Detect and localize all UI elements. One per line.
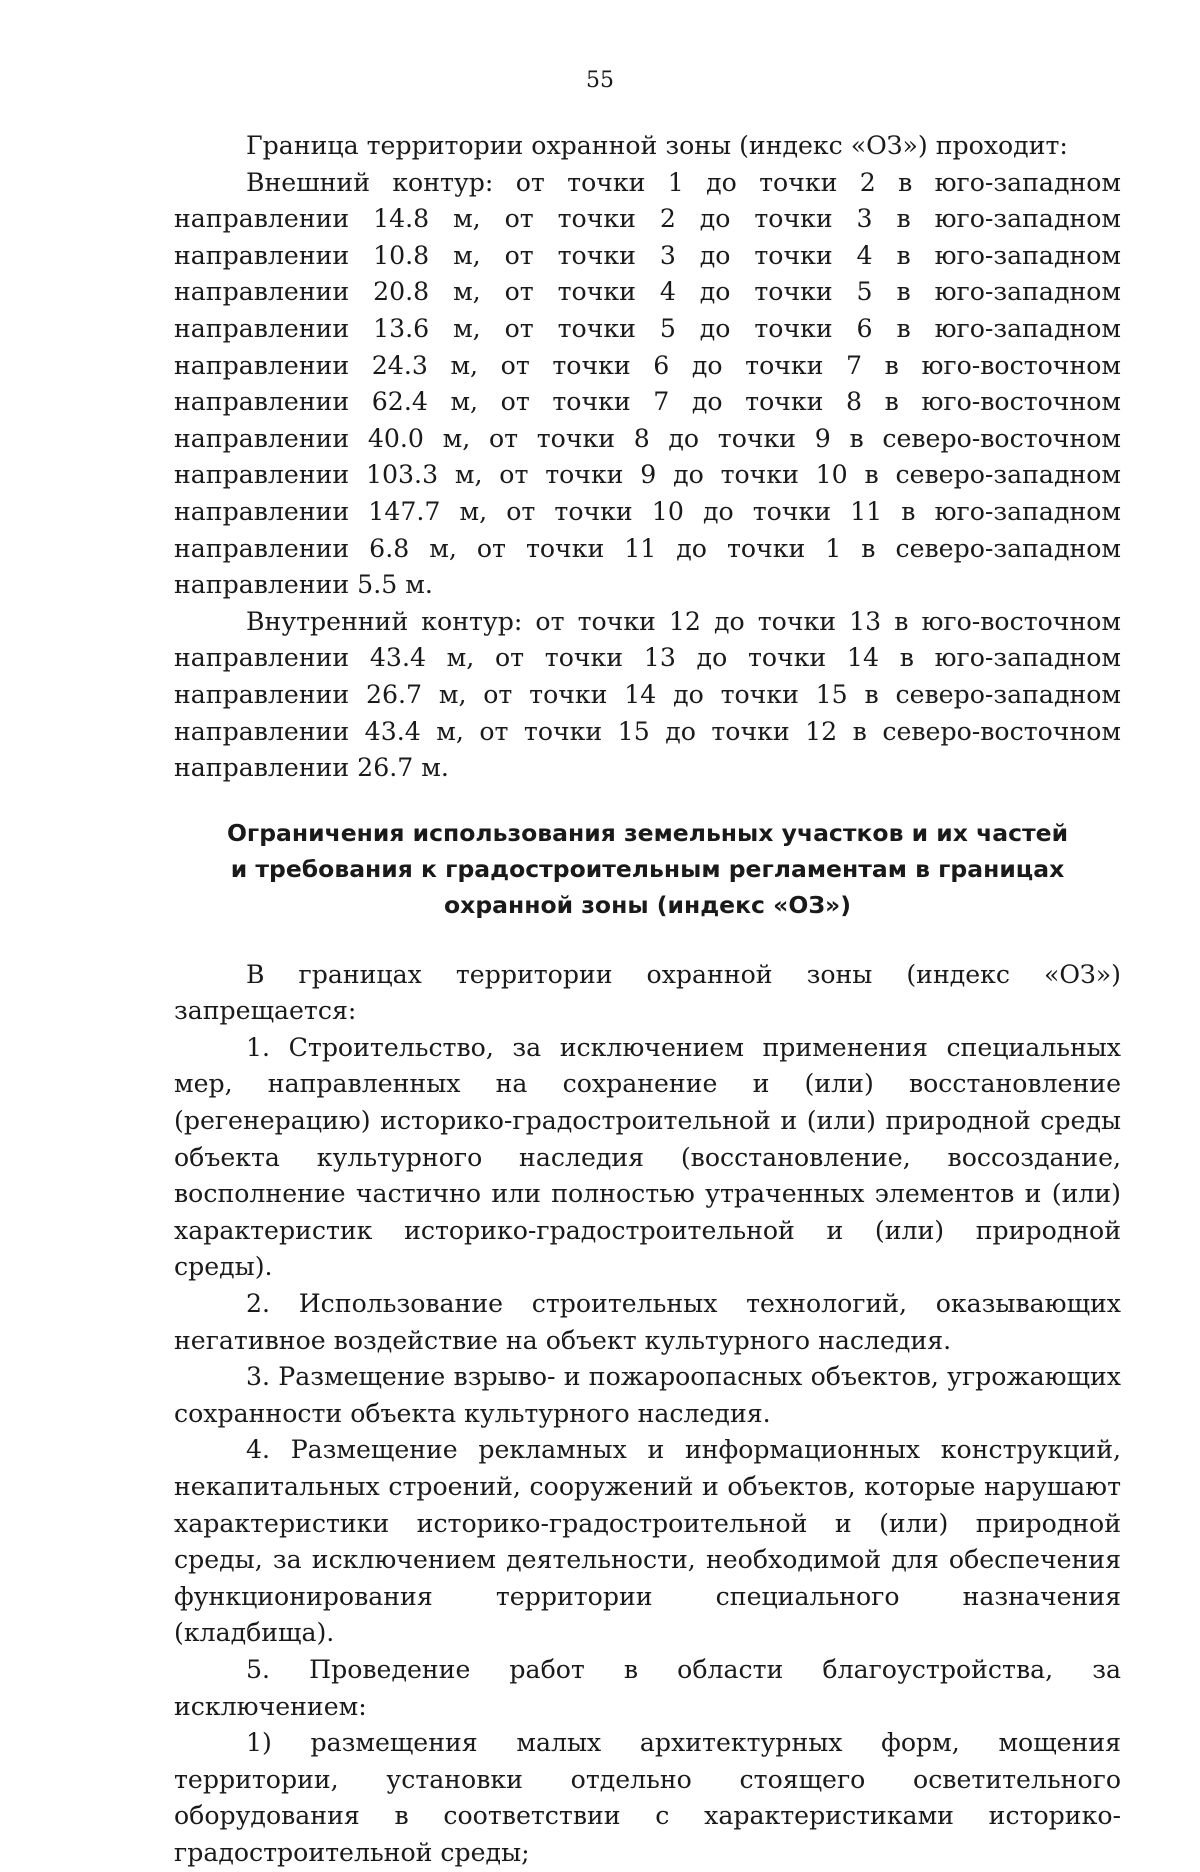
paragraph-inner-contour: Внутренний контур: от точки 12 до точки 13 в юго-восточном направлении 43.4 м, от точки 13 до точки 14 в юго-западном направлении 26.7 м, от точки 14 до точки 15 в северо-западном направлении 43.4 м, от точки 15 до точки 12 в северо-восточном направлении 26.7 м. xyxy=(174,606,1121,783)
paragraph: Граница территории охранной зоны (индекс «ОЗ») проходит: xyxy=(246,131,1068,160)
section-heading xyxy=(174,815,1121,923)
page-number: 55 xyxy=(586,68,614,93)
list-item: 1. Строительство, за исключением применения специальных мер, направленных на сохранение и (или) восстановление (регенерацию) историко-градостроительной и (или) природной среды объекта культурного наследия (восстановление, воссоздание, восполнение частично или полностью утраченных элементов и (или) характеристик историко-градостроительной и (или) природной среды). xyxy=(174,1032,1121,1282)
list-item: 2. Использование строительных технологий, оказывающих негативное воздействие на объект культурного наследия. xyxy=(174,1289,1121,1355)
section-heading-line: Ограничения использования земельных участков и их частей xyxy=(226,818,1069,847)
list-item: 4. Размещение рекламных и информационных конструкций, некапитальных строений, сооружений и объектов, которые нарушают характеристики историко-градостроительной и (или) природной среды, за исключением деятельности, необходимой для обеспечения функционирования территории специального назначения (кладбища). xyxy=(174,1435,1121,1648)
sub-list-item: 1) размещения малых архитектурных форм, мощения территории, установки отдельно стоящего осветительного оборудования в соответствии с характеристиками историко-градостроительной среды; xyxy=(174,1728,1121,1867)
section-heading-line: охранной зоны (индекс «ОЗ») xyxy=(444,890,851,919)
paragraph-outer-contour: Внешний контур: от точки 1 до точки 2 в юго-западном направлении 14.8 м, от точки 2 до точки 3 в юго-западном направлении 10.8 м, от точки 3 до точки 4 в юго-западном направлении 20.8 м, от точки 4 до точки 5 в юго-западном направлении 13.6 м, от точки 5 до точки 6 в юго-западном направлении 24.3 м, от точки 6 до точки 7 в юго-восточном направлении 62.4 м, от точки 7 до точки 8 в юго-восточном направлении 40.0 м, от точки 8 до точки 9 в северо-восточном направлении 103.3 м, от точки 9 до точки 10 в северо-западном направлении 147.7 м, от точки 10 до точки 11 в юго-западном направлении 6.8 м, от точки 11 до точки 1 в северо-западном направлении 5.5 м. xyxy=(174,167,1121,600)
paragraph-intro: В границах территории охранной зоны (индекс «ОЗ») запрещается: xyxy=(174,959,1121,1026)
list-item: 5. Проведение работ в области благоустройства, за исключением: xyxy=(174,1654,1121,1721)
list-item: 3. Размещение взрыво- и пожароопасных объектов, угрожающих сохранности объекта культурного наследия. xyxy=(174,1362,1121,1428)
document-body xyxy=(174,128,1121,1872)
section-heading-line: и требования к градостроительным регламентам в границах xyxy=(230,854,1065,883)
